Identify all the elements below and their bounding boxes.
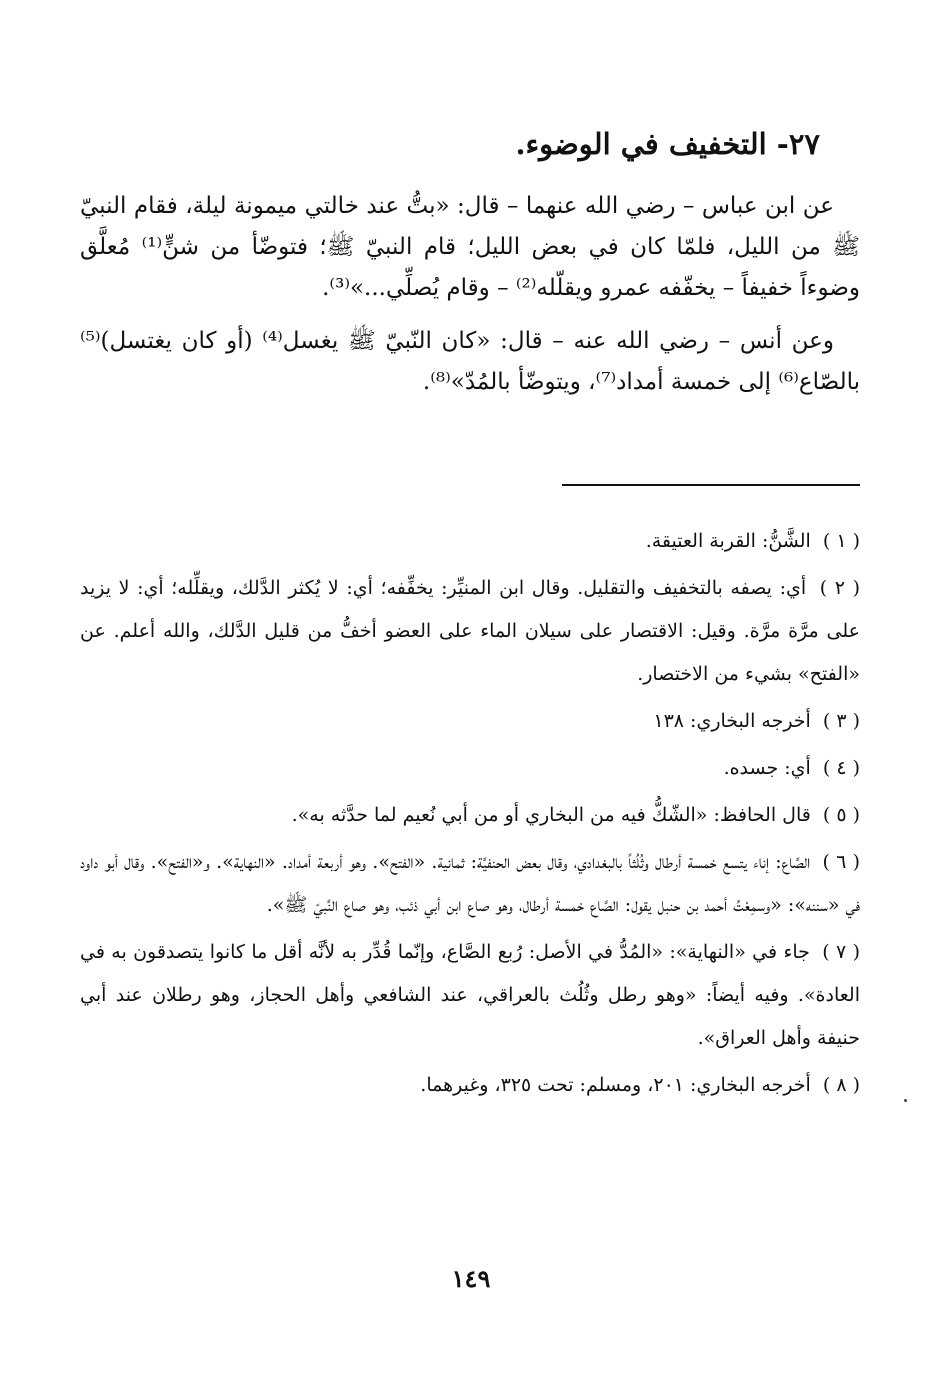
footnote-number: ( ٦ ) xyxy=(822,851,861,873)
footnote-text: جاء في «النهاية»: «المُدُّ في الأصل: رُبع الصَّاع، وإنّما قُدِّر به لأنَّه أقل ما كانوا يتصدقون به في العادة». وفيه أيضاً: «وهو رطل وثُلُث بالعراقي، عند الشافعي وأهل الحجاز، وهو رطلان عند أبي حنيفة وأهل العراق». xyxy=(80,941,860,1049)
footnote-separator xyxy=(562,484,860,486)
footnote-text: أخرجه البخاري: ٢٠١، ومسلم: تحت ٣٢٥، وغيرهما. xyxy=(420,1074,811,1096)
scan-speck xyxy=(904,1099,907,1102)
footnote-number: ( ٤ ) xyxy=(822,757,860,779)
footnote-3 xyxy=(80,700,860,743)
footnote-text: قال الحافظ: «الشّكُّ فيه من البخاري أو من أبي نُعيم لما حدَّثه به». xyxy=(291,804,811,826)
footnote-text: الصَّاع: إناء يتسع خمسة أرطال وثُلُثاً بالبغدادي، وقال بعض الحنفيَّة: ثمانية. «الفتح». وهو أربعة أمداد. «النهاية». و«الفتح». وقال أبو داود في «سننه»: «وسمِعْتُ أحمد بن حنبل يقول: الصَّاع خمسة أرطال، وهو صاع ابن أبي ذئب، وهو صاع النَّبيّ ﷺ». xyxy=(80,851,860,916)
footnote-number: ( ٣ ) xyxy=(822,710,860,732)
footnote-4 xyxy=(80,747,860,790)
main-text xyxy=(80,186,860,415)
footnote-6 xyxy=(80,841,860,927)
footnote-text: أي: جسده. xyxy=(723,757,811,779)
hadith-paragraph-anas: وعن أنس – رضي الله عنه – قال: «كان النّبيّ ﷺ يغسل⁽⁴⁾ (أو كان يغتسل)⁽⁵⁾ بالصّاع⁽⁶⁾ إلى خمسة أمداد⁽⁷⁾، ويتوضّأ بالمُدّ»⁽⁸⁾. xyxy=(80,328,860,395)
footnote-7 xyxy=(80,931,860,1060)
page-number: ١٤٩ xyxy=(451,1264,491,1293)
footnote-number: ( ١ ) xyxy=(822,530,860,552)
footnote-text: الشَّنُّ: القربة العتيقة. xyxy=(645,530,811,552)
footnote-number: ( ٢ ) xyxy=(819,577,861,599)
footnote-2 xyxy=(80,567,860,696)
footnote-1 xyxy=(80,520,860,563)
footnote-number: ( ٨ ) xyxy=(822,1074,860,1096)
footnote-text: أي: يصفه بالتخفيف والتقليل. وقال ابن المنيِّر: يخفِّفه؛ أي: لا يُكثر الدَّلك، ويقلِّله؛ أي: لا يزيد على مرَّة مرَّة. وقيل: الاقتصار على سيلان الماء على العضو أخفُّ من قليل الدَّلك، والله أعلم. عن «الفتح» بشيء من الاختصار. xyxy=(80,577,860,685)
footnotes xyxy=(80,520,860,1111)
footnote-text: أخرجه البخاري: ١٣٨ xyxy=(653,710,811,732)
footnote-8 xyxy=(80,1064,860,1107)
footnote-number: ( ٥ ) xyxy=(822,804,860,826)
footnote-number: ( ٧ ) xyxy=(822,941,861,963)
hadith-paragraph-ibn-abbas: عن ابن عباس – رضي الله عنهما – قال: «بتُّ عند خالتي ميمونة ليلة، فقام النبيّ ﷺ من الليل، فلمّا كان في بعض الليل؛ قام النبيّ ﷺ؛ فتوضّأ من شنٍّ⁽¹⁾ مُعلَّق وضوءاً خفيفاً – يخفّفه عمرو ويقلّله⁽²⁾ – وقام يُصلِّي...»⁽³⁾. xyxy=(80,193,860,301)
section-heading: ٢٧- التخفيف في الوضوء. xyxy=(515,127,820,161)
footnote-5 xyxy=(80,794,860,837)
